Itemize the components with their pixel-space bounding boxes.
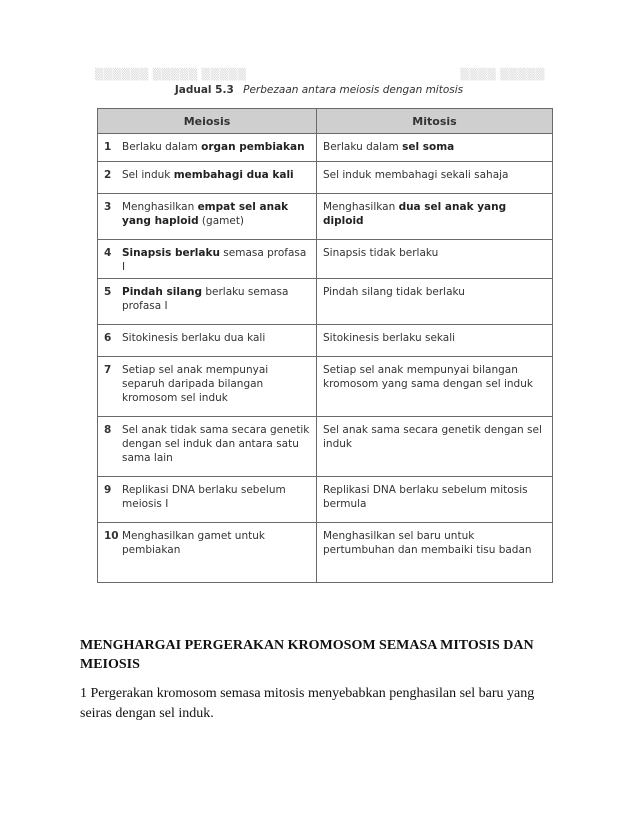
cell-text: Sel anak sama secara genetik dengan sel induk — [323, 424, 542, 450]
table-row — [98, 279, 553, 325]
cell-text: Menghasilkan gamet untuk pembiakan — [122, 530, 265, 556]
emphasized-text: sel soma — [402, 141, 455, 153]
meiosis-text — [122, 529, 312, 557]
cell-text: Sel induk membahagi sekali sahaja — [323, 169, 509, 181]
emphasized-text: Pindah silang — [122, 286, 203, 298]
mitosis-cell — [317, 134, 553, 162]
meiosis-text — [122, 246, 312, 274]
cell-text: Pindah silang tidak berlaku — [323, 286, 465, 298]
mitosis-text — [323, 141, 454, 153]
row-number: 2 — [104, 169, 112, 181]
cell-text: Berlaku dalam — [122, 141, 202, 153]
row-number: 4 — [104, 247, 112, 259]
cell-text: Sitokinesis berlaku dua kali — [122, 332, 266, 344]
table-caption — [0, 84, 638, 96]
cell-text: Berlaku dalam — [323, 141, 403, 153]
meiosis-text — [122, 285, 312, 313]
table-row — [98, 325, 553, 357]
cell-text: Sel anak tidak sama secara genetik dengan sel induk dan antara satu sama lain — [122, 424, 310, 464]
mitosis-text — [323, 530, 532, 556]
mitosis-cell — [317, 194, 553, 240]
mitosis-text — [323, 424, 542, 450]
table-row — [98, 162, 553, 194]
cell-text: semasa profasa I — [122, 247, 307, 273]
cell-text: Setiap sel anak mempunyai bilangan kromosom yang sama dengan sel induk — [323, 364, 533, 390]
emphasized-text: Sinapsis berlaku — [122, 247, 220, 259]
mitosis-cell — [317, 240, 553, 279]
row-number: 1 — [104, 141, 112, 153]
table-body — [98, 134, 553, 583]
row-number: 5 — [104, 286, 112, 298]
section-heading: MENGHARGAI PERGERAKAN KROMOSOM SEMASA MITOSIS DAN MEIOSIS — [80, 638, 534, 672]
mitosis-text — [323, 169, 509, 181]
mitosis-text — [323, 201, 506, 227]
meiosis-text — [122, 331, 312, 345]
table-row — [98, 523, 553, 583]
meiosis-cell — [98, 162, 317, 194]
table-caption-label: Jadual 5.3 — [174, 84, 234, 96]
meiosis-cell — [98, 523, 317, 583]
row-number: 6 — [104, 332, 112, 344]
table-caption-title: Perbezaan antara meiosis dengan mitosis — [243, 84, 464, 96]
mitosis-cell — [317, 162, 553, 194]
row-number: 3 — [104, 201, 112, 213]
cell-text: Replikasi DNA berlaku sebelum mitosis bermula — [323, 484, 528, 510]
table-header-row — [98, 109, 553, 134]
emphasized-text: dua sel anak yang diploid — [323, 201, 507, 227]
column-header-meiosis: Meiosis — [98, 109, 317, 134]
emphasized-text: empat sel anak yang haploid — [122, 201, 289, 227]
cell-text: Setiap sel anak mempunyai separuh daripada bilangan kromosom sel induk — [122, 364, 269, 404]
meiosis-cell — [98, 325, 317, 357]
mitosis-cell — [317, 477, 553, 523]
meiosis-text — [122, 363, 312, 405]
mitosis-text — [323, 364, 533, 390]
cell-text: Sinapsis tidak berlaku — [323, 247, 439, 259]
emphasized-text: membahagi dua kali — [173, 169, 294, 181]
mitosis-text — [323, 286, 465, 298]
meiosis-text — [122, 423, 312, 465]
cell-text: Sel induk — [122, 169, 174, 181]
column-header-mitosis: Mitosis — [317, 109, 553, 134]
cell-text: (gamet) — [198, 215, 245, 227]
meiosis-text — [122, 140, 312, 154]
table-row — [98, 134, 553, 162]
meiosis-cell — [98, 357, 317, 417]
meiosis-cell — [98, 279, 317, 325]
mitosis-text — [323, 332, 455, 344]
table-row — [98, 240, 553, 279]
meiosis-cell — [98, 194, 317, 240]
cell-text: Menghasilkan sel baru untuk pertumbuhan dan membaiki tisu badan — [323, 530, 532, 556]
mitosis-text — [323, 484, 528, 510]
row-number: 8 — [104, 424, 112, 436]
mitosis-text — [323, 247, 438, 259]
cell-text: Sitokinesis berlaku sekali — [323, 332, 456, 344]
cell-text: Menghasilkan — [323, 201, 399, 213]
row-number: 9 — [104, 484, 112, 496]
mitosis-cell — [317, 523, 553, 583]
table-row — [98, 417, 553, 477]
comparison-table — [97, 108, 553, 583]
emphasized-text: organ pembiakan — [201, 141, 305, 153]
meiosis-cell — [98, 417, 317, 477]
cell-text: Menghasilkan — [122, 201, 198, 213]
cell-text: Replikasi DNA berlaku sebelum meiosis I — [122, 484, 286, 510]
section-paragraph: 1 Pergerakan kromosom semasa mitosis menyebabkan penghasilan sel baru yang seiras dengan sel induk. — [80, 686, 535, 721]
meiosis-text — [122, 483, 312, 511]
mitosis-cell — [317, 325, 553, 357]
cell-text: berlaku semasa profasa I — [122, 286, 289, 312]
row-number: 7 — [104, 364, 112, 376]
mitosis-cell — [317, 417, 553, 477]
meiosis-cell — [98, 477, 317, 523]
mitosis-cell — [317, 279, 553, 325]
bleed-through-text: ▒▒▒▒▒▒ ▒▒▒▒▒ ▒▒▒▒▒ ▒▒▒▒ ▒▒▒▒▒ — [95, 68, 545, 81]
table-row — [98, 357, 553, 417]
meiosis-cell — [98, 134, 317, 162]
table-row — [98, 477, 553, 523]
row-number: 10 — [104, 530, 119, 542]
table-row — [98, 194, 553, 240]
meiosis-text — [122, 168, 312, 182]
mitosis-cell — [317, 357, 553, 417]
meiosis-text — [122, 200, 312, 228]
meiosis-cell — [98, 240, 317, 279]
